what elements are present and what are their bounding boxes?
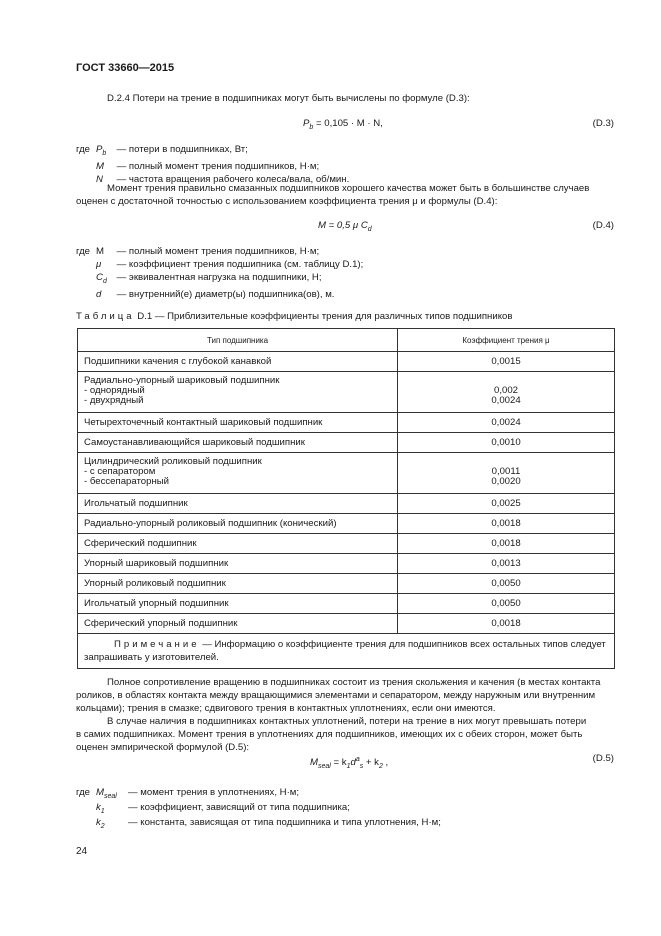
table-row: [78, 614, 615, 634]
where-desc: — момент трения в уплотнениях, Н·м;: [128, 787, 300, 798]
where-symbol: N: [96, 173, 103, 185]
formula-d4: [318, 220, 372, 233]
where-item: [76, 786, 441, 801]
where-item: [76, 258, 363, 271]
where-prefix: где: [76, 246, 91, 257]
where-desc: — внутренний(е) диаметр(ы) подшипника(ов), м.: [116, 288, 335, 300]
friction-coef-value: 0,002: [493, 385, 518, 396]
paragraph-2-line-2: роликов, в областях контакта между вращающимися элементами и сепаратором, между наружным или внутренним: [76, 690, 596, 701]
formula-d5-part: a: [355, 756, 360, 763]
formula-d5-part: + k: [363, 757, 379, 769]
where-item: [76, 271, 363, 288]
formula-d3-number: (D.3): [592, 118, 614, 129]
friction-coef-value: 0,0050: [491, 578, 521, 589]
where-desc: — частота вращения рабочего колеса/вала, об/мин.: [116, 173, 350, 185]
where-symbol: k: [96, 802, 101, 813]
friction-coef-cell: [398, 614, 615, 634]
bearing-type-line: Самоустанавливающийся шариковый подшипник: [84, 437, 305, 448]
bearing-type-line: Игольчатый упорный подшипник: [84, 598, 229, 609]
bearing-type-cell: [78, 574, 398, 594]
table-note-row: [78, 634, 615, 669]
where-symbol: d: [96, 288, 102, 300]
friction-coef-value: 0,0013: [491, 558, 521, 569]
table-row: [78, 514, 615, 534]
where-prefix: где: [76, 144, 91, 155]
where-item: [76, 816, 441, 831]
where-list-2: [76, 245, 363, 301]
paragraph-1-line-1: Момент трения правильно смазанных подшипников хорошего качества может быть в большинстве случаев: [107, 183, 590, 194]
where-symbol-sub: 1: [100, 807, 105, 815]
formula-d5: [310, 756, 388, 770]
formula-d5-part: ,: [382, 757, 389, 769]
table-row: [78, 494, 615, 514]
bearing-type-cell: [78, 514, 398, 534]
formula-d5-part: d: [350, 757, 356, 769]
friction-coef-value: 0,0018: [491, 618, 521, 629]
bearing-type-line: - с сепаратором: [84, 466, 156, 477]
bearing-type-cell: [78, 494, 398, 514]
where-symbol: P: [96, 144, 103, 155]
friction-table: [77, 328, 615, 669]
bearing-type-line: Цилиндрический роликовый подшипник: [84, 456, 262, 467]
table-row: [78, 574, 615, 594]
formula-d5-number: (D.5): [592, 753, 614, 764]
table-row: [78, 372, 615, 413]
bearing-type-line: Упорный шариковый подшипник: [84, 558, 229, 569]
table-row: [78, 453, 615, 494]
formula-d5-part: M: [310, 757, 318, 769]
bearing-type-cell: [78, 554, 398, 574]
bearing-type-cell: [78, 594, 398, 614]
friction-coef-cell: [398, 574, 615, 594]
where-symbol: M: [96, 787, 104, 798]
where-list-1: [76, 143, 349, 186]
friction-coef-value: 0,0015: [491, 356, 521, 367]
paragraph-3-line-1: В случае наличия в подшипниках контактных уплотнений, потери на трение в них могут превышать потери: [107, 716, 587, 727]
table-row: [78, 352, 615, 372]
bearing-type-cell: [78, 352, 398, 372]
formula-d5-part: seal: [318, 763, 331, 771]
friction-coef-cell: [398, 594, 615, 614]
table-note: [78, 634, 615, 669]
bearing-type-line: Упорный роликовый подшипник: [84, 578, 226, 589]
friction-coef-value: 0,0024: [491, 417, 521, 428]
formula-d3-lhs: P: [303, 118, 310, 129]
formula-d5-part: 2: [378, 763, 383, 771]
bearing-type-line: Сферический подшипник: [84, 538, 197, 549]
table-row: [78, 413, 615, 433]
bearing-type-line: - однорядный: [84, 385, 145, 396]
bearing-type-line: Четырехточечный контактный шариковый подшипник: [84, 417, 323, 428]
bearing-type-line: - бессепараторный: [84, 476, 170, 487]
friction-coef-value: 0,0010: [491, 437, 521, 448]
where-symbol-sub: d: [102, 277, 107, 285]
friction-coef-value: 0,0050: [491, 598, 521, 609]
bearing-type-line: Подшипники качения с глубокой канавкой: [84, 356, 272, 367]
friction-coef-cell: [398, 514, 615, 534]
formula-d5-part: = k: [330, 757, 347, 769]
where-symbol: М: [96, 246, 104, 257]
table-caption-text: D.1 — Приблизительные коэффициенты трения для различных типов подшипников: [134, 311, 513, 322]
table-header-row: [78, 329, 615, 352]
friction-coef-value: 0,0025: [491, 498, 521, 509]
formula-d5-part: s: [359, 763, 364, 771]
table-header-coef: Коэффициент трения μ: [398, 329, 615, 352]
table-row: [78, 534, 615, 554]
friction-coef-value: 0,0011: [491, 466, 521, 477]
table-row: [78, 594, 615, 614]
formula-d4-sub: d: [367, 225, 372, 233]
friction-coef-cell: [398, 494, 615, 514]
where-symbol-sub: 2: [100, 822, 105, 830]
formula-d3-lhs-sub: b: [309, 123, 314, 131]
where-symbol-sub: seal: [104, 792, 117, 800]
formula-d5-part: 1: [346, 763, 351, 771]
where-desc: — эквивалентная нагрузка на подшипники, Н;: [116, 272, 322, 283]
bearing-type-cell: [78, 453, 398, 494]
friction-coef-cell: [398, 352, 615, 372]
bearing-type-line: Сферический упорный подшипник: [84, 618, 238, 629]
where-desc: — константа, зависящая от типа подшипника и типа уплотнения, Н·м;: [128, 817, 441, 828]
bearing-type-cell: [78, 433, 398, 453]
friction-coef-value: 0,0018: [491, 518, 521, 529]
paragraph-1-line-2: оценен с достаточной точностью с использованием коэффициента трения μ и формулы (D.4):: [76, 196, 498, 207]
formula-d3: [303, 118, 383, 131]
where-symbol-sub: b: [102, 149, 107, 157]
where-item: [76, 801, 441, 816]
where-desc: — коэффициент, зависящий от типа подшипника;: [128, 802, 350, 813]
note-label: Примечание: [114, 639, 200, 650]
where-desc: — полный момент трения подшипников, Н·м;: [116, 160, 320, 172]
friction-coef-cell: [398, 453, 615, 494]
friction-coef-value: 0,0024: [491, 395, 521, 406]
friction-coef-cell: [398, 372, 615, 413]
bearing-type-line: Радиально-упорный роликовый подшипник (конический): [84, 518, 337, 529]
page-number: 24: [76, 846, 88, 857]
where-symbol: k: [96, 817, 101, 828]
where-prefix: где: [76, 787, 91, 798]
note-text: — Информацию о коэффициенте трения для подшипников всех остальных типов следует запрашивать у изготовителей.: [84, 639, 606, 663]
friction-coef-cell: [398, 413, 615, 433]
bearing-type-cell: [78, 372, 398, 413]
friction-coef-cell: [398, 554, 615, 574]
paragraph-2-line-1: Полное сопротивление вращению в подшипниках состоит из трения скольжения и качения (в местах контакта: [107, 677, 601, 688]
formula-d3-rhs: = 0,105 · M · N,: [313, 118, 383, 129]
friction-coef-value: 0,0020: [491, 476, 521, 487]
where-item: [76, 143, 349, 160]
formula-d4-number: (D.4): [592, 220, 614, 231]
where-desc: — потери в подшипниках, Вт;: [116, 144, 248, 155]
document-code: ГОСТ 33660—2015: [76, 62, 175, 74]
bearing-type-cell: [78, 413, 398, 433]
paragraph-3-line-3: оценен эмпирической формулой (D.5):: [76, 742, 250, 753]
where-desc: — полный момент трения подшипников, Н·м;: [116, 246, 320, 257]
bearing-type-cell: [78, 614, 398, 634]
table-caption-prefix: Таблица: [76, 311, 135, 322]
where-item: [76, 160, 349, 173]
where-list-3: [76, 786, 441, 831]
where-symbol: C: [96, 272, 103, 283]
friction-coef-cell: [398, 433, 615, 453]
where-symbol: μ: [96, 259, 102, 270]
friction-coef-value: 0,0018: [491, 538, 521, 549]
section-intro: D.2.4 Потери на трение в подшипниках могут быть вычислены по формуле (D.3):: [107, 93, 470, 104]
bearing-type-line: Радиально-упорный шариковый подшипник: [84, 375, 280, 386]
paragraph-2-line-3: кольцами); трения в смазке; сдвигового трения в контактных уплотнениях, если они имеются.: [76, 703, 496, 714]
paragraph-3-line-2: в самих подшипниках. Момент трения в уплотнениях для подшипников, имеющих их с обеих сторон, может быть: [76, 729, 583, 740]
where-symbol: M: [96, 160, 104, 172]
table-row: [78, 433, 615, 453]
bearing-type-line: Игольчатый подшипник: [84, 498, 188, 509]
bearing-type-cell: [78, 534, 398, 554]
where-item: [76, 288, 363, 301]
table-caption: [76, 311, 512, 322]
table-row: [78, 554, 615, 574]
where-item: [76, 245, 363, 258]
friction-coef-cell: [398, 534, 615, 554]
bearing-type-line: - двухрядный: [84, 395, 144, 406]
formula-d4-body: M = 0,5 μ C: [318, 220, 368, 231]
table-header-type: Тип подшипника: [78, 329, 398, 352]
where-desc: — коэффициент трения подшипника (см. таблицу D.1);: [116, 259, 364, 270]
